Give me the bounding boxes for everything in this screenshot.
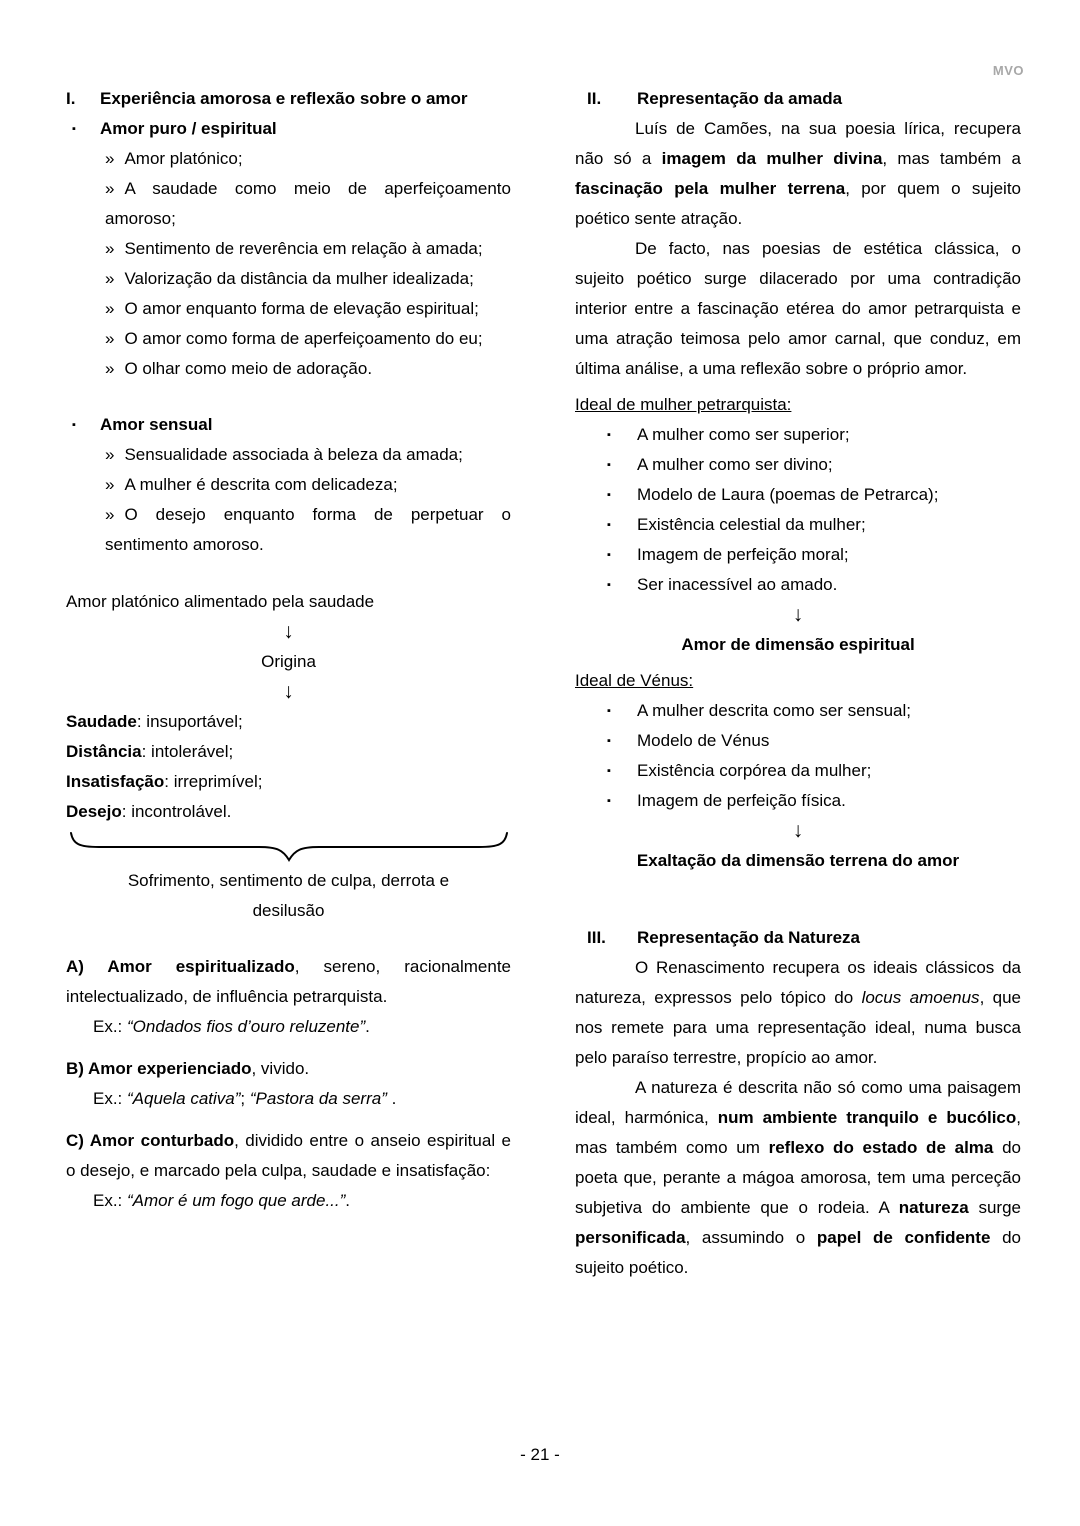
section-3-title: Representação da Natureza [637,928,860,947]
chevron-bullet-icon: » [105,269,115,288]
chevron-bullet-icon: » [105,505,115,524]
section-2-title: Representação da amada [637,89,843,108]
section-1-heading [66,84,511,114]
list-item-text: O amor enquanto forma de elevação espiritual; [124,299,479,318]
list-item [607,540,1021,570]
bullet-title: Amor puro / espiritual [100,119,277,138]
bullet-amor-sensual [66,410,511,440]
list-item-text: Amor platónico; [124,149,243,168]
venus-result: Exaltação da dimensão terrena do amor [636,851,960,870]
flow-source: Amor platónico alimentado pela saudade [66,592,375,611]
square-bullet-icon: ▪ [607,705,611,717]
list-item [607,510,1021,540]
chevron-bullet-icon: » [105,475,115,494]
list-item [105,174,511,234]
section-3-number: III. [587,928,606,947]
list-item-text: Modelo de Laura (poemas de Petrarca); [637,485,939,504]
bullet-title: Amor sensual [100,415,213,434]
page-number: - 21 - [520,1445,560,1464]
right-column [575,84,1021,1283]
list-item-text: A mulher é descrita com delicadeza; [124,475,398,494]
down-arrow-icon: ↓ [792,819,804,842]
square-bullet-icon: ▪ [607,489,611,501]
section-3-heading [575,923,1021,953]
feeling-distancia: Distância: intolerável; [66,742,234,761]
list-item [105,324,511,354]
square-bullet-icon: ▪ [72,419,76,431]
petrarch-ideal-heading: Ideal de mulher petrarquista: [575,395,792,414]
chevron-bullet-icon: » [105,359,115,378]
down-arrow-icon: ↓ [792,603,804,626]
square-bullet-icon: ▪ [607,579,611,591]
example-b: Ex.: “Aquela cativa”; “Pastora da serra” . [93,1089,397,1108]
chevron-bullet-icon: » [105,329,115,348]
list-item [105,440,511,470]
chevron-bullet-icon: » [105,149,115,168]
feeling-saudade: Saudade: insuportável; [66,712,243,731]
list-item [105,294,511,324]
square-bullet-icon: ▪ [607,549,611,561]
list-item [105,354,511,384]
list-item [105,144,511,174]
square-bullet-icon: ▪ [607,735,611,747]
flow-origin: Origina [261,652,316,671]
square-bullet-icon: ▪ [72,123,76,135]
list-item-text: Existência corpórea da mulher; [637,761,872,780]
feeling-insatisfacao: Insatisfação: irreprimível; [66,772,263,791]
chevron-bullet-icon: » [105,445,115,464]
square-bullet-icon: ▪ [607,429,611,441]
list-item-text: Existência celestial da mulher; [637,515,866,534]
paragraph: Luís de Camões, na sua poesia lírica, recupera não só a imagem da mulher divina, mas também a fascinação pela mulher terrena, por quem o sujeito poético sente atração. [575,119,1021,228]
section-2-number: II. [587,89,602,108]
brace-caption: Sofrimento, sentimento de culpa, derrota e desilusão [127,871,450,920]
paragraph: De facto, nas poesias de estética clássica, o sujeito poético surge dilacerado por uma contradição interior entre a fascinação etérea do amor petrarquista e uma atração teimosa pelo amor carnal, que conduz, em última análise, a uma reflexão sobre o próprio amor. [575,239,1021,378]
square-bullet-icon: ▪ [607,765,611,777]
list-item-text: O desejo enquanto forma de perpetuar o sentimento amoroso. [105,505,511,554]
list-item [105,500,511,560]
down-arrow-icon: ↓ [283,620,294,643]
list-item [607,726,1021,756]
watermark: MVO [992,63,1024,78]
list-item-text: O olhar como meio de adoração. [124,359,373,378]
paragraph-amor-experienciado: B) Amor experienciado, vivido. [66,1059,310,1078]
list-item-text: Modelo de Vénus [637,731,770,750]
list-item [105,264,511,294]
list-item [607,480,1021,510]
example-a: Ex.: “Ondados fios d’ouro reluzente”. [93,1017,370,1036]
petrarch-result: Amor de dimensão espiritual [681,635,915,654]
feeling-desejo: Desejo: incontrolável. [66,802,232,821]
list-item-text: A saudade como meio de aperfeiçoamento amoroso; [105,179,511,228]
list-item [607,756,1021,786]
list-item-text: Sensualidade associada à beleza da amada; [124,445,463,464]
list-item [607,450,1021,480]
curly-underbrace [69,830,509,862]
list-item-text: Imagem de perfeição moral; [637,545,849,564]
list-item-text: A mulher como ser superior; [637,425,850,444]
section-2-heading [575,84,1021,114]
list-item-text: Valorização da distância da mulher idealizada; [124,269,474,288]
list-item-text: Imagem de perfeição física. [637,791,846,810]
list-item-text: O amor como forma de aperfeiçoamento do eu; [124,329,483,348]
paragraph: A natureza é descrita não só como uma paisagem ideal, harmónica, num ambiente tranquilo e bucólico, mas também como um reflexo do estado de alma do poeta que, perante a mágoa amorosa, tem uma perceção subjetiva do ambiente que o rodeia. A natureza surge personificada, assumindo o papel de confidente do sujeito poético. [575,1078,1022,1277]
down-arrow-icon: ↓ [283,680,294,703]
venus-ideal-heading: Ideal de Vénus: [575,671,694,690]
list-item-text: Sentimento de reverência em relação à amada; [124,239,483,258]
list-item-text: Ser inacessível ao amado. [637,575,838,594]
list-item [607,786,1021,816]
list-item-text: A mulher descrita como ser sensual; [637,701,912,720]
square-bullet-icon: ▪ [607,795,611,807]
paragraph-amor-conturbado: C) Amor conturbado, dividido entre o anseio espiritual e o desejo, e marcado pela culpa, saudade e insatisfação: [66,1131,512,1180]
paragraph: O Renascimento recupera os ideais clássicos da natureza, expressos pelo tópico do locus amoenus, que nos remete para uma representação ideal, numa busca pelo paraíso terrestre, propício ao amor. [575,958,1022,1067]
example-c: Ex.: “Amor é um fogo que arde...”. [93,1191,351,1210]
list-item [607,420,1021,450]
chevron-bullet-icon: » [105,179,115,198]
left-column [66,84,511,1283]
list-item [607,696,1021,726]
list-item-text: A mulher como ser divino; [637,455,833,474]
square-bullet-icon: ▪ [607,459,611,471]
list-item [105,234,511,264]
chevron-bullet-icon: » [105,239,115,258]
list-item [105,470,511,500]
bullet-amor-puro-espiritual [66,114,511,144]
square-bullet-icon: ▪ [607,519,611,531]
paragraph-amor-espiritualizado: A) Amor espiritualizado, sereno, racionalmente intelectualizado, de influência petrarquista. [66,957,512,1006]
section-1-number: I. [66,89,76,108]
list-item [607,570,1021,600]
section-1-title: Experiência amorosa e reflexão sobre o amor [100,89,468,108]
chevron-bullet-icon: » [105,299,115,318]
